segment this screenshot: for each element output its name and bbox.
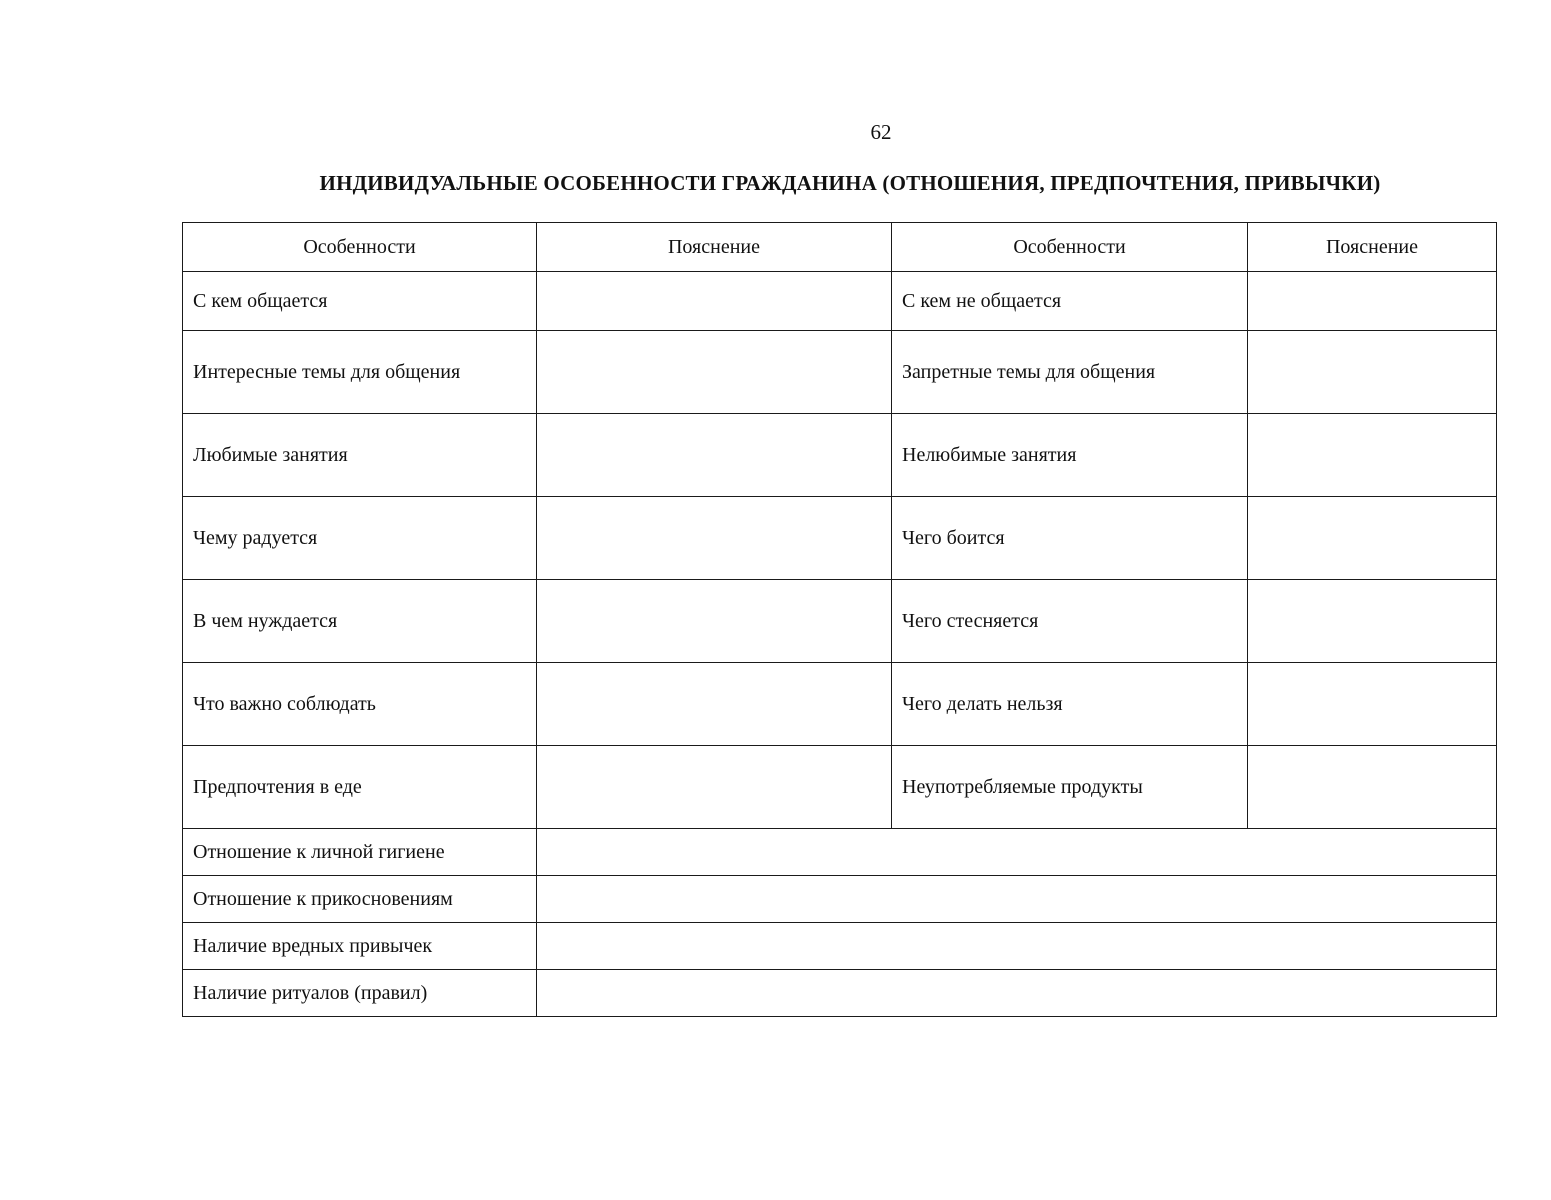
feature-label: Нелюбимые занятия [892, 414, 1248, 497]
feature-label: Предпочтения в еде [183, 746, 537, 829]
table-row [183, 414, 1497, 497]
explanation-cell[interactable] [1248, 663, 1497, 746]
explanation-cell[interactable] [537, 663, 892, 746]
feature-label: Неупотребляемые продукты [892, 746, 1248, 829]
table-row [183, 876, 1497, 923]
page-number: 62 [870, 120, 892, 144]
feature-label: Что важно соблюдать [183, 663, 537, 746]
feature-label: Чего стесняется [892, 580, 1248, 663]
explanation-cell[interactable] [537, 497, 892, 580]
explanation-cell[interactable] [1248, 746, 1497, 829]
feature-label: Запретные темы для общения [892, 331, 1248, 414]
table-row [183, 970, 1497, 1017]
explanation-cell[interactable] [1248, 272, 1497, 331]
explanation-cell[interactable] [537, 746, 892, 829]
feature-label: Чему радуется [183, 497, 537, 580]
attitude-explanation-cell[interactable] [537, 970, 1497, 1017]
explanation-cell[interactable] [1248, 580, 1497, 663]
header-features-left: Особенности [183, 223, 537, 272]
explanation-cell[interactable] [1248, 497, 1497, 580]
attitude-explanation-cell[interactable] [537, 829, 1497, 876]
header-explanation-right: Пояснение [1248, 223, 1497, 272]
page-title: ИНДИВИДУАЛЬНЫЕ ОСОБЕННОСТИ ГРАЖДАНИНА (ОТНОШЕНИЯ, ПРЕДПОЧТЕНИЯ, ПРИВЫЧКИ) [319, 171, 1381, 195]
attitude-explanation-cell[interactable] [537, 923, 1497, 970]
attitude-label: Наличие ритуалов (правил) [183, 970, 537, 1017]
table-row [183, 923, 1497, 970]
explanation-cell[interactable] [1248, 331, 1497, 414]
attitude-explanation-cell[interactable] [537, 876, 1497, 923]
feature-label: С кем не общается [892, 272, 1248, 331]
table-row [183, 746, 1497, 829]
feature-label: С кем общается [183, 272, 537, 331]
attitude-label: Отношение к личной гигиене [183, 829, 537, 876]
features-table [182, 222, 1497, 1017]
feature-label: В чем нуждается [183, 580, 537, 663]
header-features-right: Особенности [892, 223, 1248, 272]
table-row [183, 497, 1497, 580]
table-row [183, 331, 1497, 414]
explanation-cell[interactable] [1248, 414, 1497, 497]
table-row [183, 580, 1497, 663]
explanation-cell[interactable] [537, 580, 892, 663]
explanation-cell[interactable] [537, 331, 892, 414]
attitude-label: Наличие вредных привычек [183, 923, 537, 970]
feature-label: Интересные темы для общения [183, 331, 537, 414]
table-row [183, 829, 1497, 876]
table-row [183, 663, 1497, 746]
explanation-cell[interactable] [537, 414, 892, 497]
explanation-cell[interactable] [537, 272, 892, 331]
table-header-row [183, 223, 1497, 272]
feature-label: Чего делать нельзя [892, 663, 1248, 746]
table-row [183, 272, 1497, 331]
attitude-label: Отношение к прикосновениям [183, 876, 537, 923]
feature-label: Любимые занятия [183, 414, 537, 497]
feature-label: Чего боится [892, 497, 1248, 580]
header-explanation-left: Пояснение [537, 223, 892, 272]
